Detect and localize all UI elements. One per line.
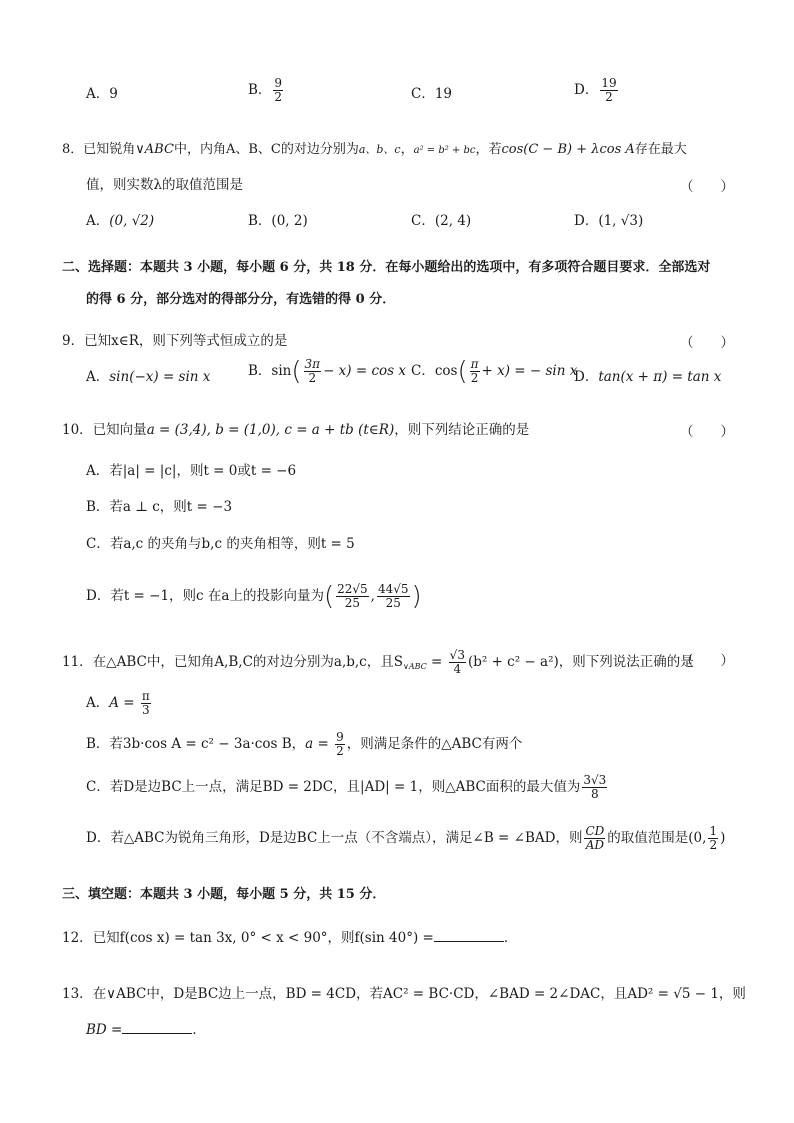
option-label: B． bbox=[248, 82, 272, 98]
option-value: 若|a| = |c|，则t = 0或t = −6 bbox=[109, 463, 297, 479]
fraction: $\frac{44√5}{25}$ bbox=[377, 582, 409, 610]
option-value: 若a ⊥ c，则t = −3 bbox=[109, 499, 233, 515]
option-label: B． bbox=[248, 213, 272, 229]
q9-option-a bbox=[86, 367, 210, 387]
q8-stem-line2: 值，则实数λ的取值范围是 bbox=[86, 177, 244, 193]
text: 若△ABC为锐角三角形，D是边BC上一点（不含端点），满足∠B = ∠BAD，则 bbox=[110, 830, 583, 846]
option-label: A． bbox=[86, 695, 110, 711]
question-number: 12． bbox=[62, 930, 93, 946]
answer-paren: （ ） bbox=[680, 179, 734, 195]
fraction: $\frac{22√5}{25}$ bbox=[337, 582, 368, 610]
q12-stem bbox=[62, 928, 517, 948]
text: ，则满足条件的△ABC有两个 bbox=[346, 736, 523, 752]
option-value: (0, √2) bbox=[109, 213, 155, 229]
text: (b² + c² − a²)，则下列说法正确的是 bbox=[467, 654, 694, 670]
text: 存在最大 bbox=[634, 142, 687, 157]
fraction: $\frac{3√3}{8}$ bbox=[583, 773, 607, 801]
math: a = bbox=[305, 736, 334, 752]
text: 已知x∈R，则下列等式恒成立的是 bbox=[84, 333, 288, 349]
text: 若3b·cos A = c² − 3a·cos B， bbox=[109, 736, 306, 752]
q9-stem bbox=[62, 331, 287, 351]
option-value: (1, √3) bbox=[598, 213, 644, 229]
fraction: $\frac{19}{2}$ bbox=[601, 76, 617, 104]
text: ，则下列结论正确的是 bbox=[394, 422, 530, 438]
option-label: C． bbox=[86, 779, 110, 795]
q13-stem bbox=[62, 984, 746, 1004]
answer-blank[interactable] bbox=[122, 1033, 192, 1034]
option-value: sin(−x) = sin x bbox=[109, 369, 211, 385]
option-label: A． bbox=[86, 86, 110, 102]
option-value: (2, 4) bbox=[434, 213, 472, 229]
math: A = bbox=[109, 695, 139, 711]
fraction: $\frac{\pi}{3}$ bbox=[141, 689, 150, 717]
math: sin bbox=[271, 363, 292, 379]
text: ． bbox=[503, 930, 518, 946]
question-number: 9． bbox=[62, 333, 85, 349]
fraction: $\frac{\pi}{2}$ bbox=[470, 357, 479, 385]
math: (0, bbox=[688, 830, 707, 846]
q8-option-a bbox=[86, 211, 154, 231]
text: 在△ABC中，已知角A,B,C的对边分别为a,b,c，且S bbox=[92, 654, 403, 670]
math: ) bbox=[720, 830, 726, 846]
q7-option-c bbox=[411, 84, 452, 104]
math: = bbox=[426, 654, 447, 670]
q10-option-a bbox=[86, 461, 296, 481]
text: 的取值范围是 bbox=[607, 830, 689, 846]
option-value: 若t = −1，则c 在a上的投影向量为 bbox=[110, 588, 324, 604]
q11-stem bbox=[62, 649, 694, 677]
q11-option-a bbox=[86, 690, 153, 717]
q10-option-b bbox=[86, 497, 232, 517]
q7-option-a bbox=[86, 84, 118, 104]
subscript: ∨ABC bbox=[402, 662, 427, 671]
q13-stem-line2 bbox=[86, 1020, 206, 1040]
option-label: D． bbox=[574, 213, 599, 229]
text: 在∨ABC中，D是BC边上一点，BD = 4CD，若AC² = BC·CD，∠BAD = 2∠DAC，且AD² = √5 − 1，则 bbox=[92, 986, 746, 1002]
q9-option-d bbox=[574, 367, 721, 387]
option-label: D． bbox=[574, 369, 599, 385]
option-label: A． bbox=[86, 369, 110, 385]
section-3-heading: 三、填空题：本题共 3 小题，每小题 5 分，共 15 分． bbox=[62, 887, 386, 902]
math: cos(C − B) + λcos A bbox=[501, 142, 635, 157]
option-label: C． bbox=[411, 86, 435, 102]
text: ． bbox=[192, 1022, 206, 1038]
answer-paren: （ ） bbox=[680, 653, 734, 669]
q11-option-d bbox=[86, 825, 725, 852]
math: + x) = − sin x bbox=[481, 363, 578, 379]
section-2-heading-line2: 的得 6 分，部分选对的得部分分，有选错的得 0 分． bbox=[86, 292, 396, 307]
option-label: D． bbox=[86, 830, 111, 846]
option-label: A． bbox=[86, 463, 110, 479]
answer-paren: （ ） bbox=[680, 335, 734, 351]
option-value: 9 bbox=[109, 86, 118, 102]
math: a = (3,4), b = (1,0), c = a + tb (t∈R) bbox=[146, 422, 395, 438]
math: a² = b² + bc bbox=[413, 145, 476, 156]
fraction: $\frac{3\pi}{2}$ bbox=[304, 357, 321, 385]
option-value: 若a,c 的夹角与b,c 的夹角相等，则t = 5 bbox=[109, 536, 355, 552]
fraction: $\frac{CD}{AD}$ bbox=[585, 824, 605, 852]
fraction: $\frac{9}{2}$ bbox=[274, 76, 283, 104]
q8-option-b bbox=[248, 211, 308, 231]
option-label: B． bbox=[248, 363, 272, 379]
math: ABC bbox=[144, 142, 174, 157]
fraction: $\frac{√3}{4}$ bbox=[449, 648, 465, 676]
q10-option-c bbox=[86, 534, 355, 554]
q8-option-c bbox=[411, 211, 471, 231]
question-number: 10． bbox=[62, 422, 93, 438]
question-number: 13． bbox=[62, 986, 93, 1002]
q11-option-c bbox=[86, 774, 609, 801]
question-number: 11． bbox=[62, 654, 93, 670]
option-label: B． bbox=[86, 499, 110, 515]
text: ，若 bbox=[475, 142, 502, 157]
q9-option-c: C．cos( $\frac{\pi}{2}$ + x) = − sin x bbox=[411, 356, 578, 387]
option-label: C． bbox=[86, 536, 110, 552]
option-label: D． bbox=[86, 588, 111, 604]
option-value: 19 bbox=[434, 86, 453, 102]
text: 若D是边BC上一点，满足BD = 2DC，且|AD| = 1，则△ABC面积的最大值为 bbox=[109, 779, 581, 795]
q8-option-d bbox=[574, 211, 643, 231]
math: − x) = cos x bbox=[323, 363, 406, 379]
q9-option-b: B．sin( $\frac{3\pi}{2}$ − x) = cos x bbox=[248, 356, 406, 387]
option-label: C． bbox=[411, 213, 435, 229]
q8-stem-line1: 8．已知锐角∨ABC中，内角A、B、C的对边分别为a、b、c，a² = b² + bc，若cos(C − B) + λcos A存在最大 bbox=[62, 142, 687, 157]
q10-stem bbox=[62, 420, 529, 440]
text: 已知f(cos x) = tan 3x, 0° < x < 90°，则f(sin 40°) = bbox=[92, 930, 434, 946]
q10-option-d: D．若t = −1，则c 在a上的投影向量为( $\frac{22√5}{25}$ , $\frac{44√5}{25}$ ) bbox=[86, 581, 422, 612]
text: 已知锐角∨ bbox=[83, 142, 145, 157]
answer-paren: （ ） bbox=[680, 424, 734, 440]
text: 已知向量 bbox=[92, 422, 147, 438]
q7-option-d bbox=[574, 77, 620, 104]
section-2-heading: 二、选择题：本题共 3 小题，每小题 6 分，共 18 分．在每小题给出的选项中，有多项符合题目要求．全部选对 bbox=[62, 260, 711, 275]
question-number: 8． bbox=[62, 142, 84, 157]
option-label: B． bbox=[86, 736, 110, 752]
option-label: A． bbox=[86, 213, 110, 229]
math: a、b、c bbox=[358, 143, 401, 156]
option-value: (0, 2) bbox=[271, 213, 308, 229]
math: cos bbox=[434, 363, 458, 379]
fraction: $\frac{9}{2}$ bbox=[336, 730, 344, 758]
q11-option-b bbox=[86, 731, 522, 758]
option-label: D． bbox=[574, 82, 599, 98]
option-value: tan(x + π) = tan x bbox=[598, 369, 722, 385]
text: 中，内角A、B、C的对边分别为 bbox=[173, 142, 359, 157]
math: BD = bbox=[86, 1022, 123, 1038]
fraction: $\frac{1}{2}$ bbox=[709, 824, 718, 852]
q7-option-b bbox=[248, 77, 285, 104]
answer-blank[interactable] bbox=[434, 941, 504, 942]
option-label: C． bbox=[411, 363, 435, 379]
